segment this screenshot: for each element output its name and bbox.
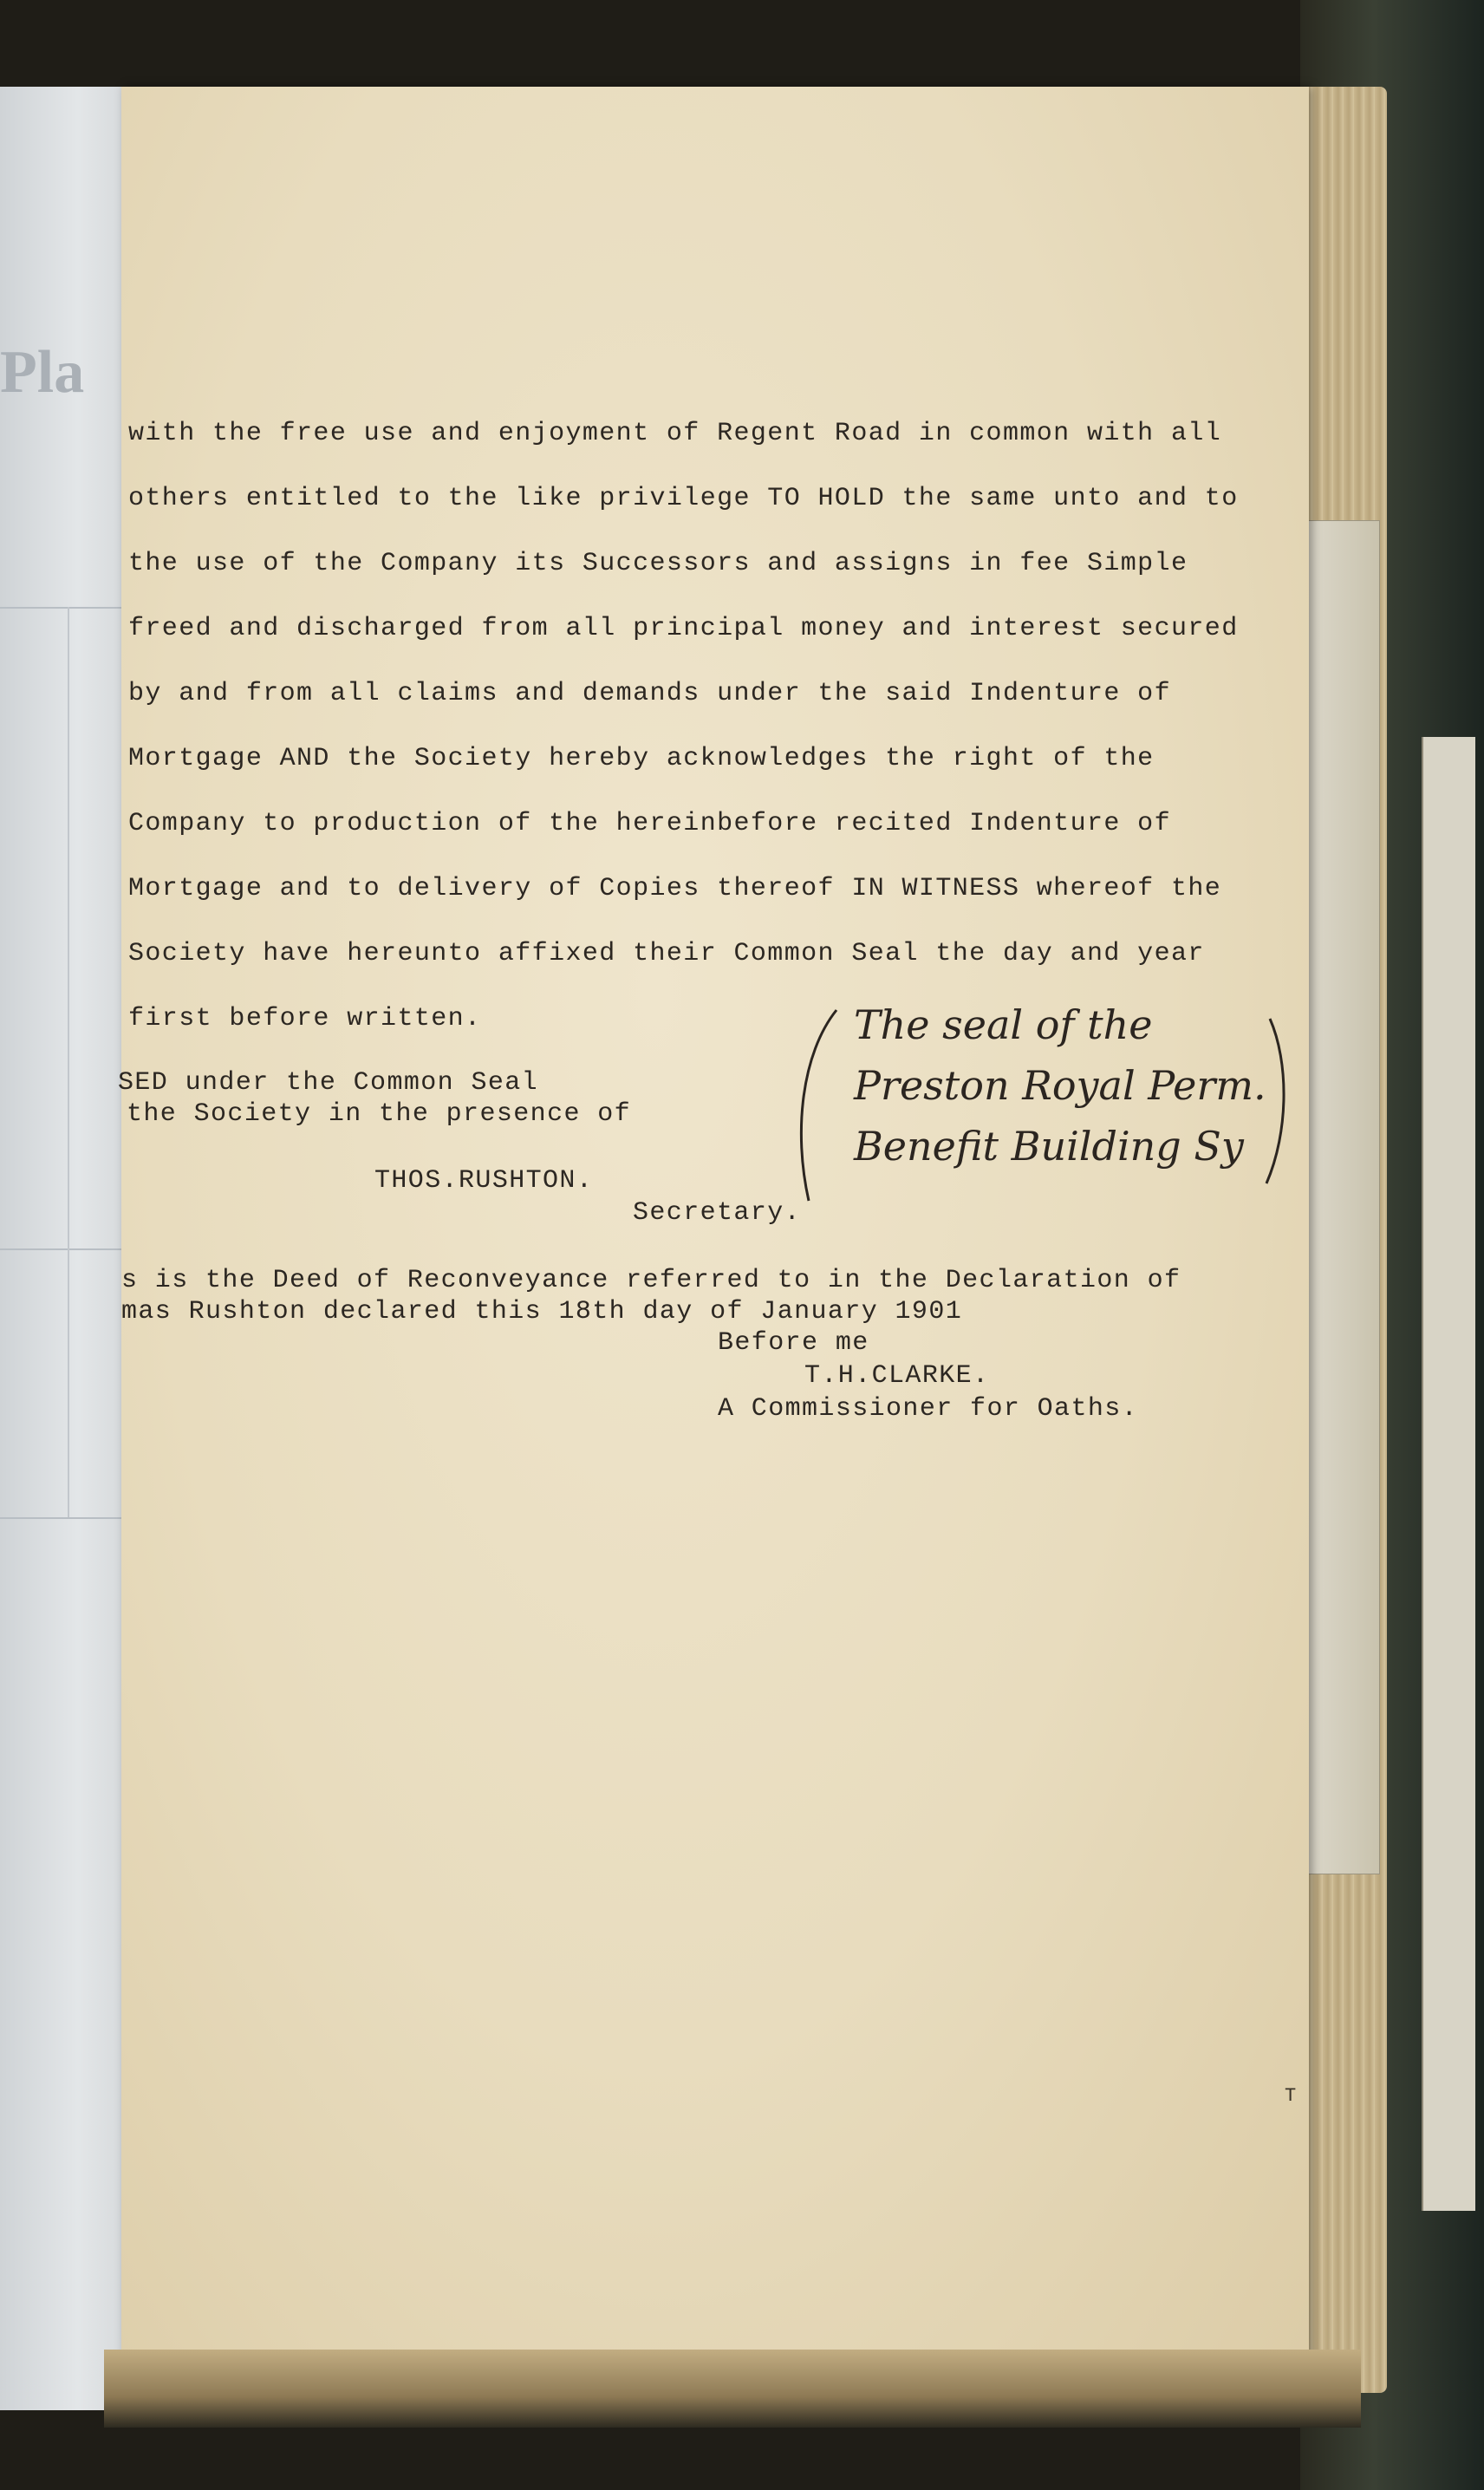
- deed-line: Mortgage AND the Society hereby acknowledges the right of the: [128, 744, 1155, 773]
- declaration-before: Before me: [718, 1328, 869, 1358]
- deed-line: others entitled to the like privilege TO HOLD the same unto and to: [128, 484, 1239, 513]
- deed-line: Company to production of the hereinbefore recited Indenture of: [128, 809, 1171, 838]
- deed-line: by and from all claims and demands under the said Indenture of: [128, 679, 1171, 708]
- declaration-line-2: mas Rushton declared this 18th day of January 1901: [121, 1297, 963, 1326]
- left-sheet-heading-fragment: Pla: [0, 339, 85, 406]
- deed-line: with the free use and enjoyment of Regent Road in common with all: [128, 419, 1222, 448]
- map-line: [0, 1517, 130, 1519]
- commissioner-title: A Commissioner for Oaths.: [718, 1394, 1139, 1424]
- signature-line-2: Preston Royal Perm.: [854, 1062, 1266, 1109]
- deed-line: Mortgage and to delivery of Copies thereof IN WITNESS whereof the: [128, 874, 1222, 903]
- sealed-clause-line-2: the Society in the presence of: [127, 1099, 632, 1129]
- map-line: [0, 1248, 130, 1250]
- book-bottom-edge: [104, 2350, 1361, 2428]
- signature-line-3: Benefit Building Sy: [854, 1123, 1244, 1170]
- deed-line: Society have hereunto affixed their Common Seal the day and year: [128, 939, 1205, 968]
- declaration-line-1: s is the Deed of Reconveyance referred to in the Declaration of: [121, 1266, 1181, 1295]
- commissioner-name: T.H.CLARKE.: [804, 1361, 990, 1391]
- signature-line-1: The seal of the: [854, 1001, 1153, 1048]
- deed-line: first before written.: [128, 1004, 482, 1033]
- map-line: [0, 607, 130, 609]
- left-map-sheet: [0, 87, 132, 2410]
- deed-line: freed and discharged from all principal money and interest secured: [128, 614, 1239, 643]
- handwritten-seal-signature: [854, 1001, 1305, 1192]
- signatory-name: THOS.RUSHTON.: [374, 1166, 594, 1196]
- map-line: [68, 607, 69, 1517]
- edge-mark: T: [1285, 2085, 1297, 2107]
- deed-line: the use of the Company its Successors and assigns in fee Simple: [128, 549, 1188, 578]
- inserted-sheet-back: [1422, 737, 1475, 2211]
- signatory-role: Secretary.: [633, 1198, 802, 1228]
- sealed-clause-line-1: SED under the Common Seal: [118, 1068, 539, 1098]
